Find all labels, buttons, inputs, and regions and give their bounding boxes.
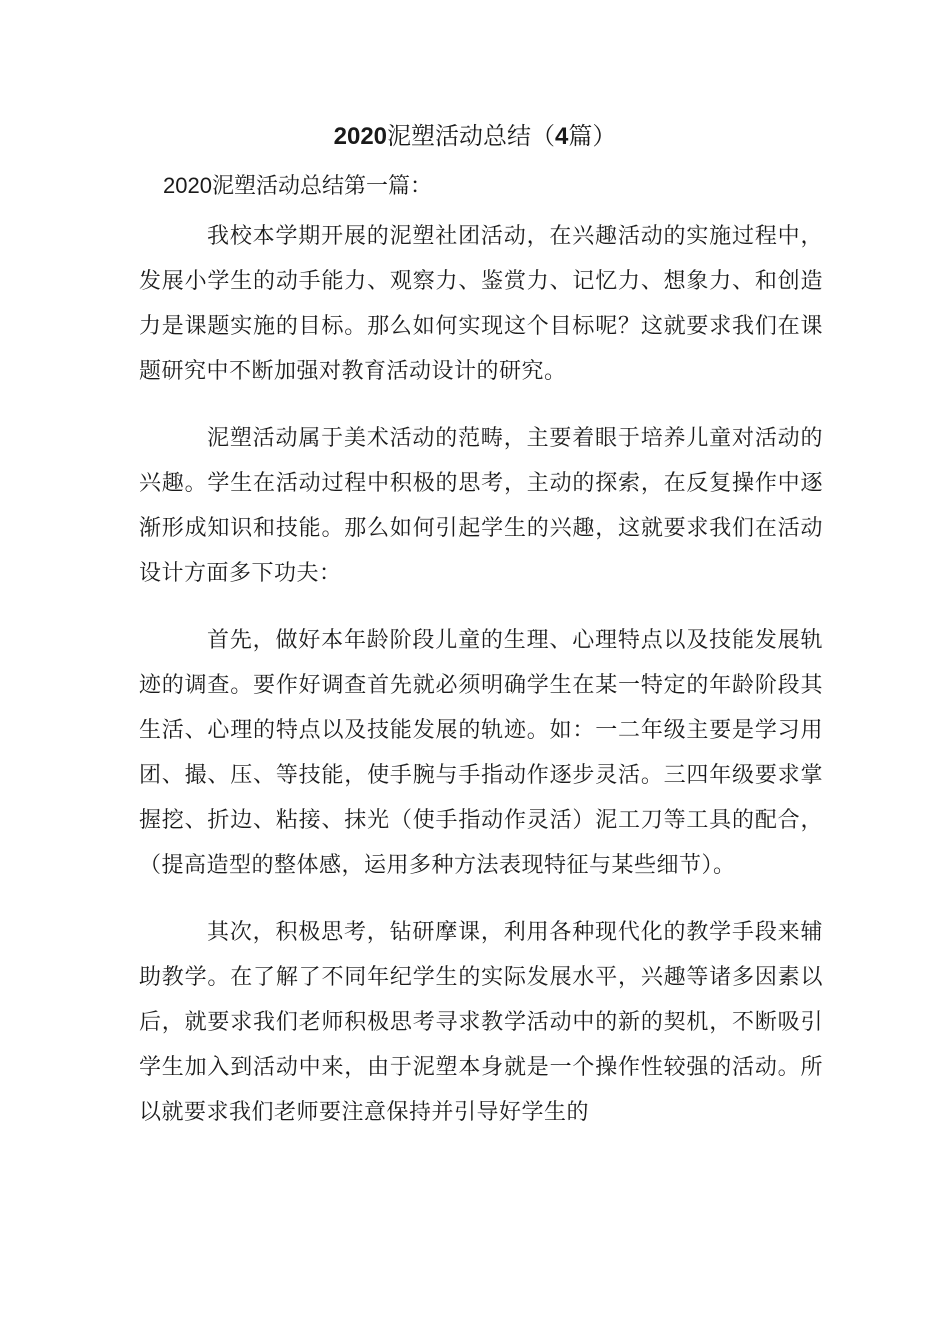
document-body: [139, 214, 823, 1157]
paragraph-4: 其次，积极思考，钻研摩课，利用各种现代化的教学手段来辅助教学。在了解了不同年纪学生的实际发展水平，兴趣等诸多因素以后，就要求我们老师积极思考寻求教学活动中的新的契机，不断吸引学生加入到活动中来，由于泥塑本身就是一个操作性较强的活动。所以就要求我们老师要注意保持并引导好学生的: [139, 920, 823, 1125]
title-text: 泥塑活动总结（: [387, 122, 556, 150]
title-count: 4: [555, 123, 569, 150]
paragraph-2: 泥塑活动属于美术活动的范畴，主要着眼于培养儿童对活动的兴趣。学生在活动过程中积极的思考，主动的探索，在反复操作中逐渐形成知识和技能。那么如何引起学生的兴趣，这就要求我们在活动设计方面多下功夫：: [139, 426, 823, 586]
section-heading: [163, 168, 432, 205]
section-heading-text: 泥塑活动总结第一篇：: [211, 174, 432, 199]
title-end: 篇）: [568, 122, 617, 150]
paragraph-3: 首先，做好本年龄阶段儿童的生理、心理特点以及技能发展轨迹的调查。要作好调查首先就必须明确学生在某一特定的年龄阶段其生活、心理的特点以及技能发展的轨迹。如：一二年级主要是学习用团、撮、压、等技能，使手腕与手指动作逐步灵活。三四年级要求掌握挖、折边、粘接、抹光（使手指动作灵活）泥工刀等工具的配合，（提高造型的整体感，运用多种方法表现特征与某些细节）。: [139, 628, 823, 878]
section-heading-year: 2020: [163, 173, 212, 198]
title-year: 2020: [333, 123, 388, 150]
document-title: [0, 118, 950, 155]
paragraph-1: 我校本学期开展的泥塑社团活动，在兴趣活动的实施过程中，发展小学生的动手能力、观察力、鉴赏力、记忆力、想象力、和创造力是课题实施的目标。那么如何实现这个目标呢？这就要求我们在课题研究中不断加强对教育活动设计的研究。: [139, 224, 823, 384]
